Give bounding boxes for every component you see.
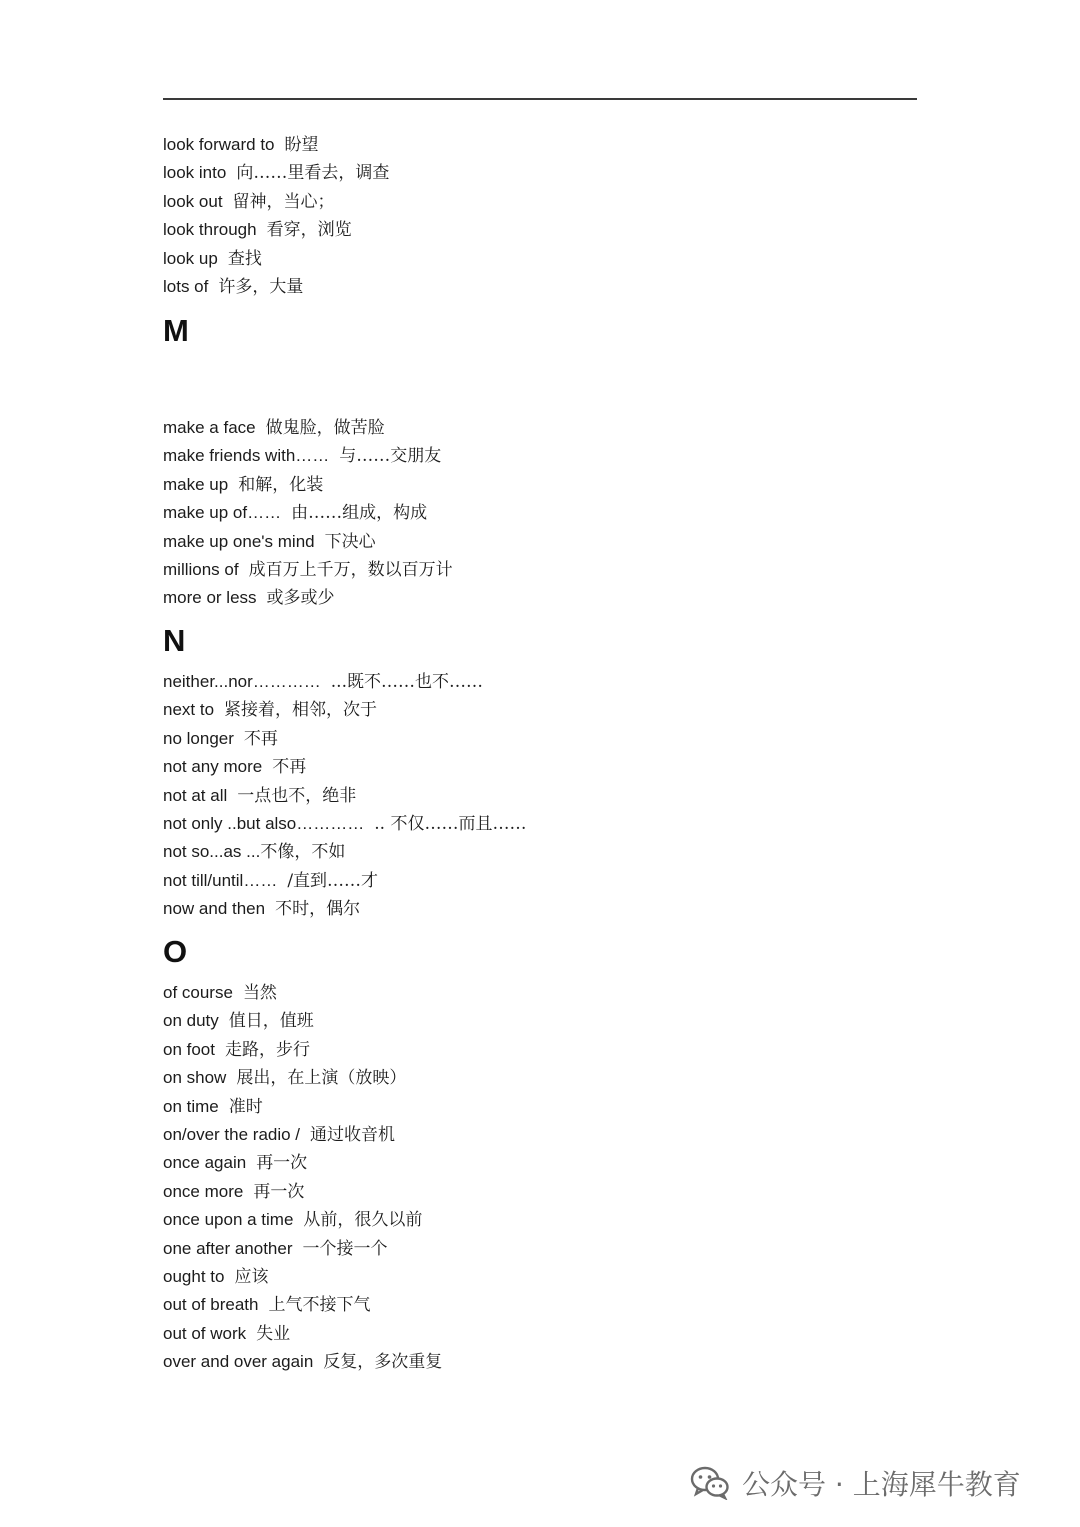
phrase-entry <box>163 1178 304 1206</box>
section-heading-n: N <box>163 623 186 658</box>
phrase-english: once more <box>163 1181 244 1201</box>
phrase-chinese: 通过收音机 <box>310 1125 396 1145</box>
watermark-text: 公众号 · 上海犀牛教育 <box>742 1468 1021 1501</box>
phrase-english: look through <box>163 220 257 240</box>
phrase-english: look out <box>163 191 223 211</box>
phrase-english: on/over the radio / <box>163 1125 301 1144</box>
phrase-chinese: 盼望 <box>284 135 319 155</box>
phrase-entry <box>163 584 335 612</box>
phrase-english: not at all <box>163 785 228 805</box>
phrase-chinese: 走路，步行 <box>225 1039 310 1060</box>
phrase-english: not only ..but also………… <box>163 814 365 833</box>
phrase-entry <box>163 188 335 216</box>
phrase-english: once upon a time <box>163 1210 294 1230</box>
phrase-english: make up <box>163 474 229 494</box>
phrase-entry <box>163 668 483 696</box>
phrase-chinese: 成百万上千万，数以百万计 <box>248 560 453 580</box>
phrase-chinese: 留神，当心； <box>232 191 335 212</box>
phrase-english: neither...nor………… <box>163 672 321 691</box>
phrase-english: not till/until…… <box>163 870 278 890</box>
phrase-english: lots of <box>163 277 209 296</box>
section-heading-m: M <box>163 313 189 348</box>
phrase-chinese: .. 不仅……而且…… <box>374 814 527 834</box>
phrase-entry <box>163 696 377 724</box>
phrase-entry <box>163 867 378 895</box>
phrase-entry <box>163 1348 442 1376</box>
phrase-chinese: 和解，化装 <box>238 474 324 495</box>
phrase-chinese: 反复，多次重复 <box>323 1352 443 1373</box>
phrase-entry <box>163 1064 406 1092</box>
phrase-english: on time <box>163 1096 219 1116</box>
phrase-entry <box>163 245 262 273</box>
phrase-chinese: 不时，偶尔 <box>275 899 361 920</box>
phrase-english: make a face <box>163 418 256 437</box>
phrase-entry <box>163 1121 395 1149</box>
phrase-chinese: 从前，很久以前 <box>303 1210 423 1231</box>
phrase-entry <box>163 273 303 301</box>
phrase-entry <box>163 528 376 556</box>
watermark <box>690 1460 1021 1506</box>
phrase-entry <box>163 442 441 470</box>
phrase-chinese: 由……组成，构成 <box>291 503 428 524</box>
phrase-entry <box>163 471 323 499</box>
phrase-english: next to <box>163 700 215 720</box>
phrase-chinese: /直到……才 <box>287 870 379 891</box>
phrase-chinese: 展出，在上演（放映） <box>236 1068 407 1089</box>
phrase-entry <box>163 499 427 527</box>
phrase-english: look up <box>163 248 218 268</box>
phrase-english: ought to <box>163 1267 225 1286</box>
phrase-chinese: 下决心 <box>324 531 376 552</box>
phrase-chinese: 做鬼脸，做苦脸 <box>265 418 385 438</box>
phrase-entry <box>163 1036 310 1064</box>
phrase-english: make up of…… <box>163 503 282 523</box>
phrase-chinese: 再一次 <box>256 1153 308 1174</box>
phrase-entry <box>163 414 385 442</box>
phrase-chinese: 或多或少 <box>266 588 335 609</box>
phrase-english: look forward to <box>163 135 275 154</box>
phrase-entry <box>163 725 278 753</box>
phrase-entry <box>163 1206 422 1234</box>
phrase-english: more or less <box>163 588 257 608</box>
phrase-english: now and then <box>163 899 266 919</box>
phrase-english: out of breath <box>163 1295 259 1315</box>
phrase-english: no longer <box>163 728 234 748</box>
phrase-chinese: ...既不……也不…… <box>330 672 483 692</box>
phrase-entry <box>163 895 360 923</box>
phrase-chinese: 准时 <box>228 1096 263 1117</box>
phrase-entry <box>163 1320 290 1348</box>
phrase-entry <box>163 1149 307 1177</box>
phrase-entry <box>163 753 306 781</box>
phrase-english: look into <box>163 163 227 183</box>
phrase-english: on duty <box>163 1011 219 1031</box>
phrase-chinese: 不再 <box>272 757 307 778</box>
phrase-chinese: 看穿，浏览 <box>266 220 352 241</box>
phrase-chinese: 紧接着，相邻，次于 <box>224 700 378 721</box>
phrase-chinese: 应该 <box>234 1267 269 1287</box>
phrase-chinese: 一点也不，绝非 <box>237 785 357 806</box>
phrase-entry <box>163 1291 370 1319</box>
phrase-chinese: 不再 <box>243 728 278 749</box>
phrase-entry <box>163 216 352 244</box>
phrase-chinese: 一个接一个 <box>302 1238 388 1259</box>
phrase-english: on show <box>163 1068 227 1088</box>
phrase-chinese: 失业 <box>256 1323 291 1344</box>
section-heading-o: O <box>163 934 188 969</box>
phrase-english: not so...as ...不像，不如 <box>163 842 346 862</box>
phrase-chinese: 与……交朋友 <box>339 446 442 467</box>
phrase-entry <box>163 979 277 1007</box>
phrase-chinese: 上气不接下气 <box>268 1295 371 1316</box>
phrase-chinese: 再一次 <box>253 1181 305 1202</box>
phrase-entry <box>163 810 526 838</box>
phrase-chinese: 当然 <box>242 983 277 1003</box>
phrase-english: one after another <box>163 1238 293 1258</box>
phrase-english: not any more <box>163 757 263 777</box>
phrase-english: of course <box>163 983 233 1002</box>
phrase-chinese: 向……里看去，调查 <box>236 163 390 184</box>
phrase-chinese: 值日，值班 <box>228 1011 314 1032</box>
phrase-english: over and over again <box>163 1352 314 1372</box>
phrase-entry <box>163 159 389 187</box>
phrase-english: out of work <box>163 1323 247 1343</box>
phrase-english: once again <box>163 1153 247 1173</box>
top-divider <box>163 98 917 100</box>
phrase-entry <box>163 1093 263 1121</box>
phrase-entry <box>163 1007 314 1035</box>
phrase-entry <box>163 556 453 584</box>
phrase-english: make friends with…… <box>163 446 330 466</box>
phrase-entry <box>163 131 319 159</box>
phrase-entry <box>163 838 355 866</box>
phrase-chinese: 查找 <box>227 248 262 269</box>
phrase-chinese: 许多，大量 <box>218 277 304 297</box>
phrase-entry <box>163 782 356 810</box>
phrase-entry <box>163 1263 268 1291</box>
phrase-english: on foot <box>163 1039 215 1059</box>
phrase-entry <box>163 1235 387 1263</box>
phrase-english: make up one's mind <box>163 531 315 551</box>
wechat-icon <box>690 1466 730 1500</box>
phrase-english: millions of <box>163 560 239 579</box>
